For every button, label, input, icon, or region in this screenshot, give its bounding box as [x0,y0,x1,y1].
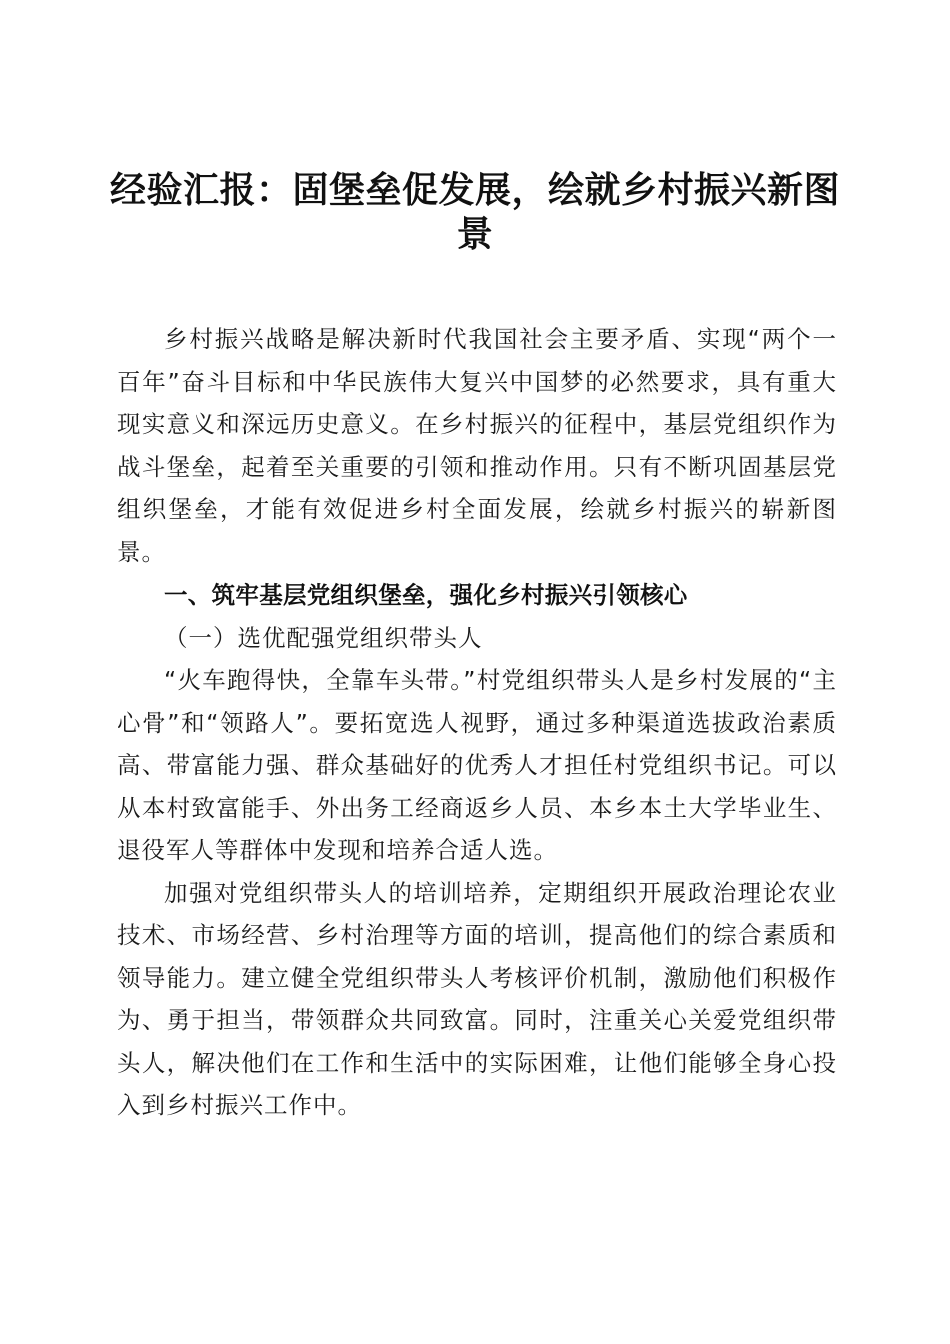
document-body [117,318,837,1127]
section-heading: 一、筑牢基层党组织堡垒，强化乡村振兴引领核心 [164,581,688,609]
intro-paragraph: 乡村振兴战略是解决新时代我国社会主要矛盾、实现“两个一百年”奋斗目标和中华民族伟大复兴中国梦的必然要求，具有重大现实意义和深远历史意义。在乡村振兴的征程中，基层党组织作为战斗堡垒，起着至关重要的引领和推动作用。只有不断巩固基层党组织堡垒，才能有效促进乡村全面发展，绘就乡村振兴的崭新图景。 [117,325,837,566]
body-paragraph: “火车跑得快，全靠车头带。”村党组织带头人是乡村发展的“主心骨”和“领路人”。要拓宽选人视野，通过多种渠道选拔政治素质高、带富能力强、群众基础好的优秀人才担任村党组织书记。可以从本村致富能手、外出务工经商返乡人员、本乡本土大学毕业生、退役军人等群体中发现和培养合适人选。 [117,666,837,864]
subsection-heading: （一）选优配强党组织带头人 [164,624,483,652]
body-paragraph: 加强对党组织带头人的培训培养，定期组织开展政治理论农业技术、市场经营、乡村治理等方面的培训，提高他们的综合素质和领导能力。建立健全党组织带头人考核评价机制，激励他们积极作为、勇于担当，带领群众共同致富。同时，注重关心关爱党组织带头人，解决他们在工作和生活中的实际困难，让他们能够全身心投入到乡村振兴工作中。 [117,878,837,1119]
document-title: 经验汇报：固堡垒促发展，绘就乡村振兴新图景 [110,169,841,255]
